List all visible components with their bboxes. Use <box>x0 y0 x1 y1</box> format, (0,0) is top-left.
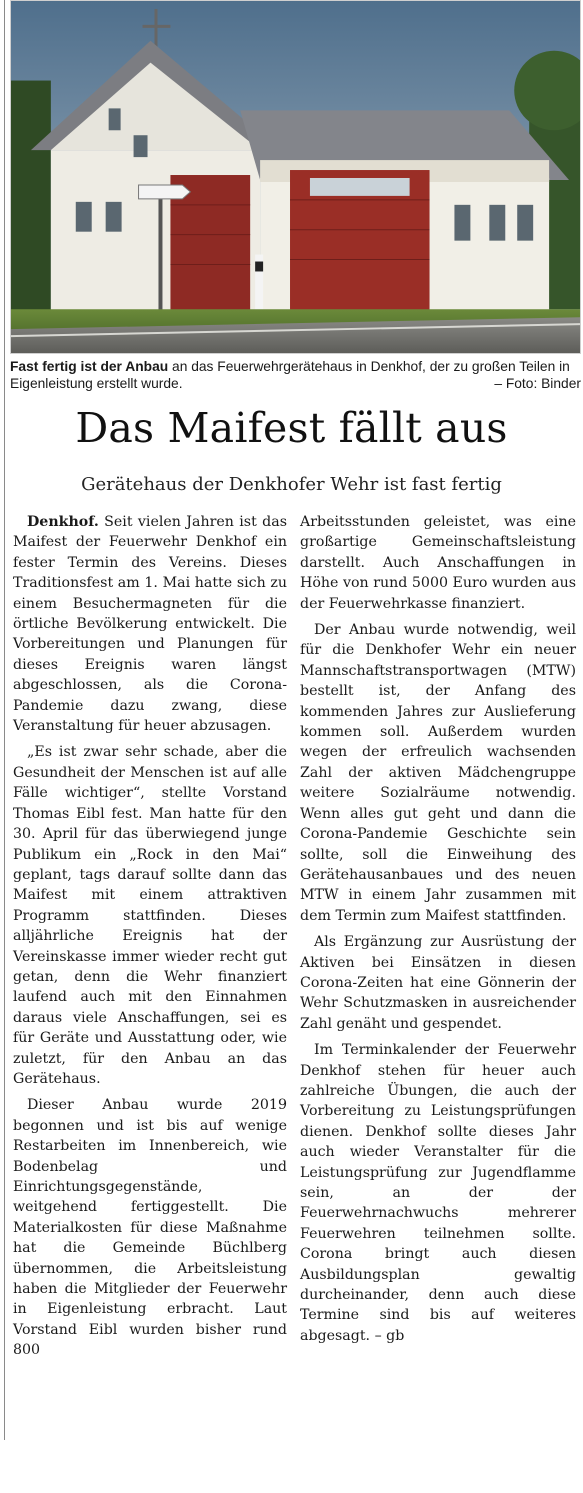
subheadline: Gerätehaus der Denkhofer Wehr ist fast fertig <box>81 474 502 495</box>
paragraph-7 <box>300 1040 576 1346</box>
article-column-right <box>300 512 576 1352</box>
dateline: Denkhof. <box>27 514 99 530</box>
author-signature: – gb <box>374 1327 405 1344</box>
caption-bold-lead: Fast fertig ist der Anbau <box>10 359 169 374</box>
photo-caption <box>10 358 581 392</box>
paragraph-5: Der Anbau wurde notwendig, weil für die Denkhofer Wehr ein neuer Mannschaftstransportwagen (MTW) bestellt ist, der Anfang des kommenden Jahres zur Auslieferung kommen soll. Außerdem wurden wegen der erfreulich wachsenden Zahl der aktiven Mädchengruppe weitere Sozialräume notwendig. Wenn alles gut geht und dann die Corona-Pandemie Geschichte sein sollte, soll die Einweihung des Gerätehausanbaues und des neuen MTW in einem Jahr zusammen mit dem Termin zum Maifest stattfinden. <box>300 622 576 924</box>
headline: Das Maifest fällt aus <box>75 404 508 452</box>
paragraph-1 <box>13 512 287 736</box>
paragraph-1-text: Seit vielen Jahren ist das Maifest der Feuerwehr Denkhof ein fester Termin des Vereins. Dieses Traditionsfest am 1. Mai hatte sich zu einem Besuchermagneten für die örtliche Bevölkerung entwickelt. Die Vorbereitungen und Planungen für dieses Ereignis waren längst abgeschlossen, als die Corona-Pandemie dazu zwang, diese Veranstaltung für heuer abzusagen. <box>13 514 287 735</box>
paragraph-3: Dieser Anbau wurde 2019 begonnen und ist bis auf wenige Restarbeiten im Innenbereich, wie Bodenbelag und Einrichtungsgegenstände, weitgehend fertiggestellt. Die Materialkosten für diese Maßnahme hat die Gemeinde Büchlberg übernommen, die Arbeitsleistung haben die Mitglieder der Feuerwehr in Eigenleistung erbracht. Laut Vorstand Eibl wurden bisher rund 800 <box>13 1097 287 1359</box>
paragraph-6: Als Ergänzung zur Ausrüstung der Aktiven bei Einsätzen in diesen Corona-Zeiten hat eine Gönnerin der Wehr Schutzmasken in ausreichender Zahl genäht und gespendet. <box>300 934 576 1032</box>
paragraph-4: Arbeitsstunden geleistet, was eine großartige Gemeinschaftsleistung darstellt. Auch Anschaffungen in Höhe von rund 5000 Euro wurden aus der Feuerwehrkasse finanziert. <box>300 514 576 612</box>
fire-station-photo <box>11 1 580 353</box>
caption-text: an das Feuerwehrgerätehaus in Denkhof, der zu großen Teilen in Eigenleistung erstellt wurde. <box>10 359 570 391</box>
paragraph-7-text: Im Terminkalender der Feuerwehr Denkhof stehen für heuer auch zahlreiche Übungen, die auch der Vorbereitung zu Leistungsprüfungen dienen. Denkhof sollte dieses Jahr auch wieder Veranstalter für die Leistungsprüfung zur Jugendflamme sein, an der der Feuerwehrnachwuchs mehrerer Feuerwehren teilnehmen sollte. Corona bringt auch diesen Ausbildungsplan gewaltig durcheinander, denn auch diese Termine sind bis auf weiteres abgesagt. <box>300 1042 576 1344</box>
paragraph-2: „Es ist zwar sehr schade, aber die Gesundheit der Menschen ist auf alle Fälle wichtiger“, stellte Vorstand Thomas Eibl fest. Man hatte für den 30. April für das überwiegend junge Publikum ein „Rock in den Mai“ geplant, tags darauf sollte dann das Maifest mit einem attraktiven Programm stattfinden. Dieses alljährliche Ereignis hat der Vereinskasse immer wieder recht gut getan, denn die Wehr finanziert laufend auch mit den Einnahmen daraus viele Anschaffungen, sei es für Geräte und Ausstattung oder, wie zuletzt, für den Anbau an das Gerätehaus. <box>13 744 287 1087</box>
photo-credit: – Foto: Binder <box>494 376 581 391</box>
article-column-left <box>13 512 287 1367</box>
column-rule <box>4 0 5 1440</box>
article-photo <box>10 0 581 354</box>
